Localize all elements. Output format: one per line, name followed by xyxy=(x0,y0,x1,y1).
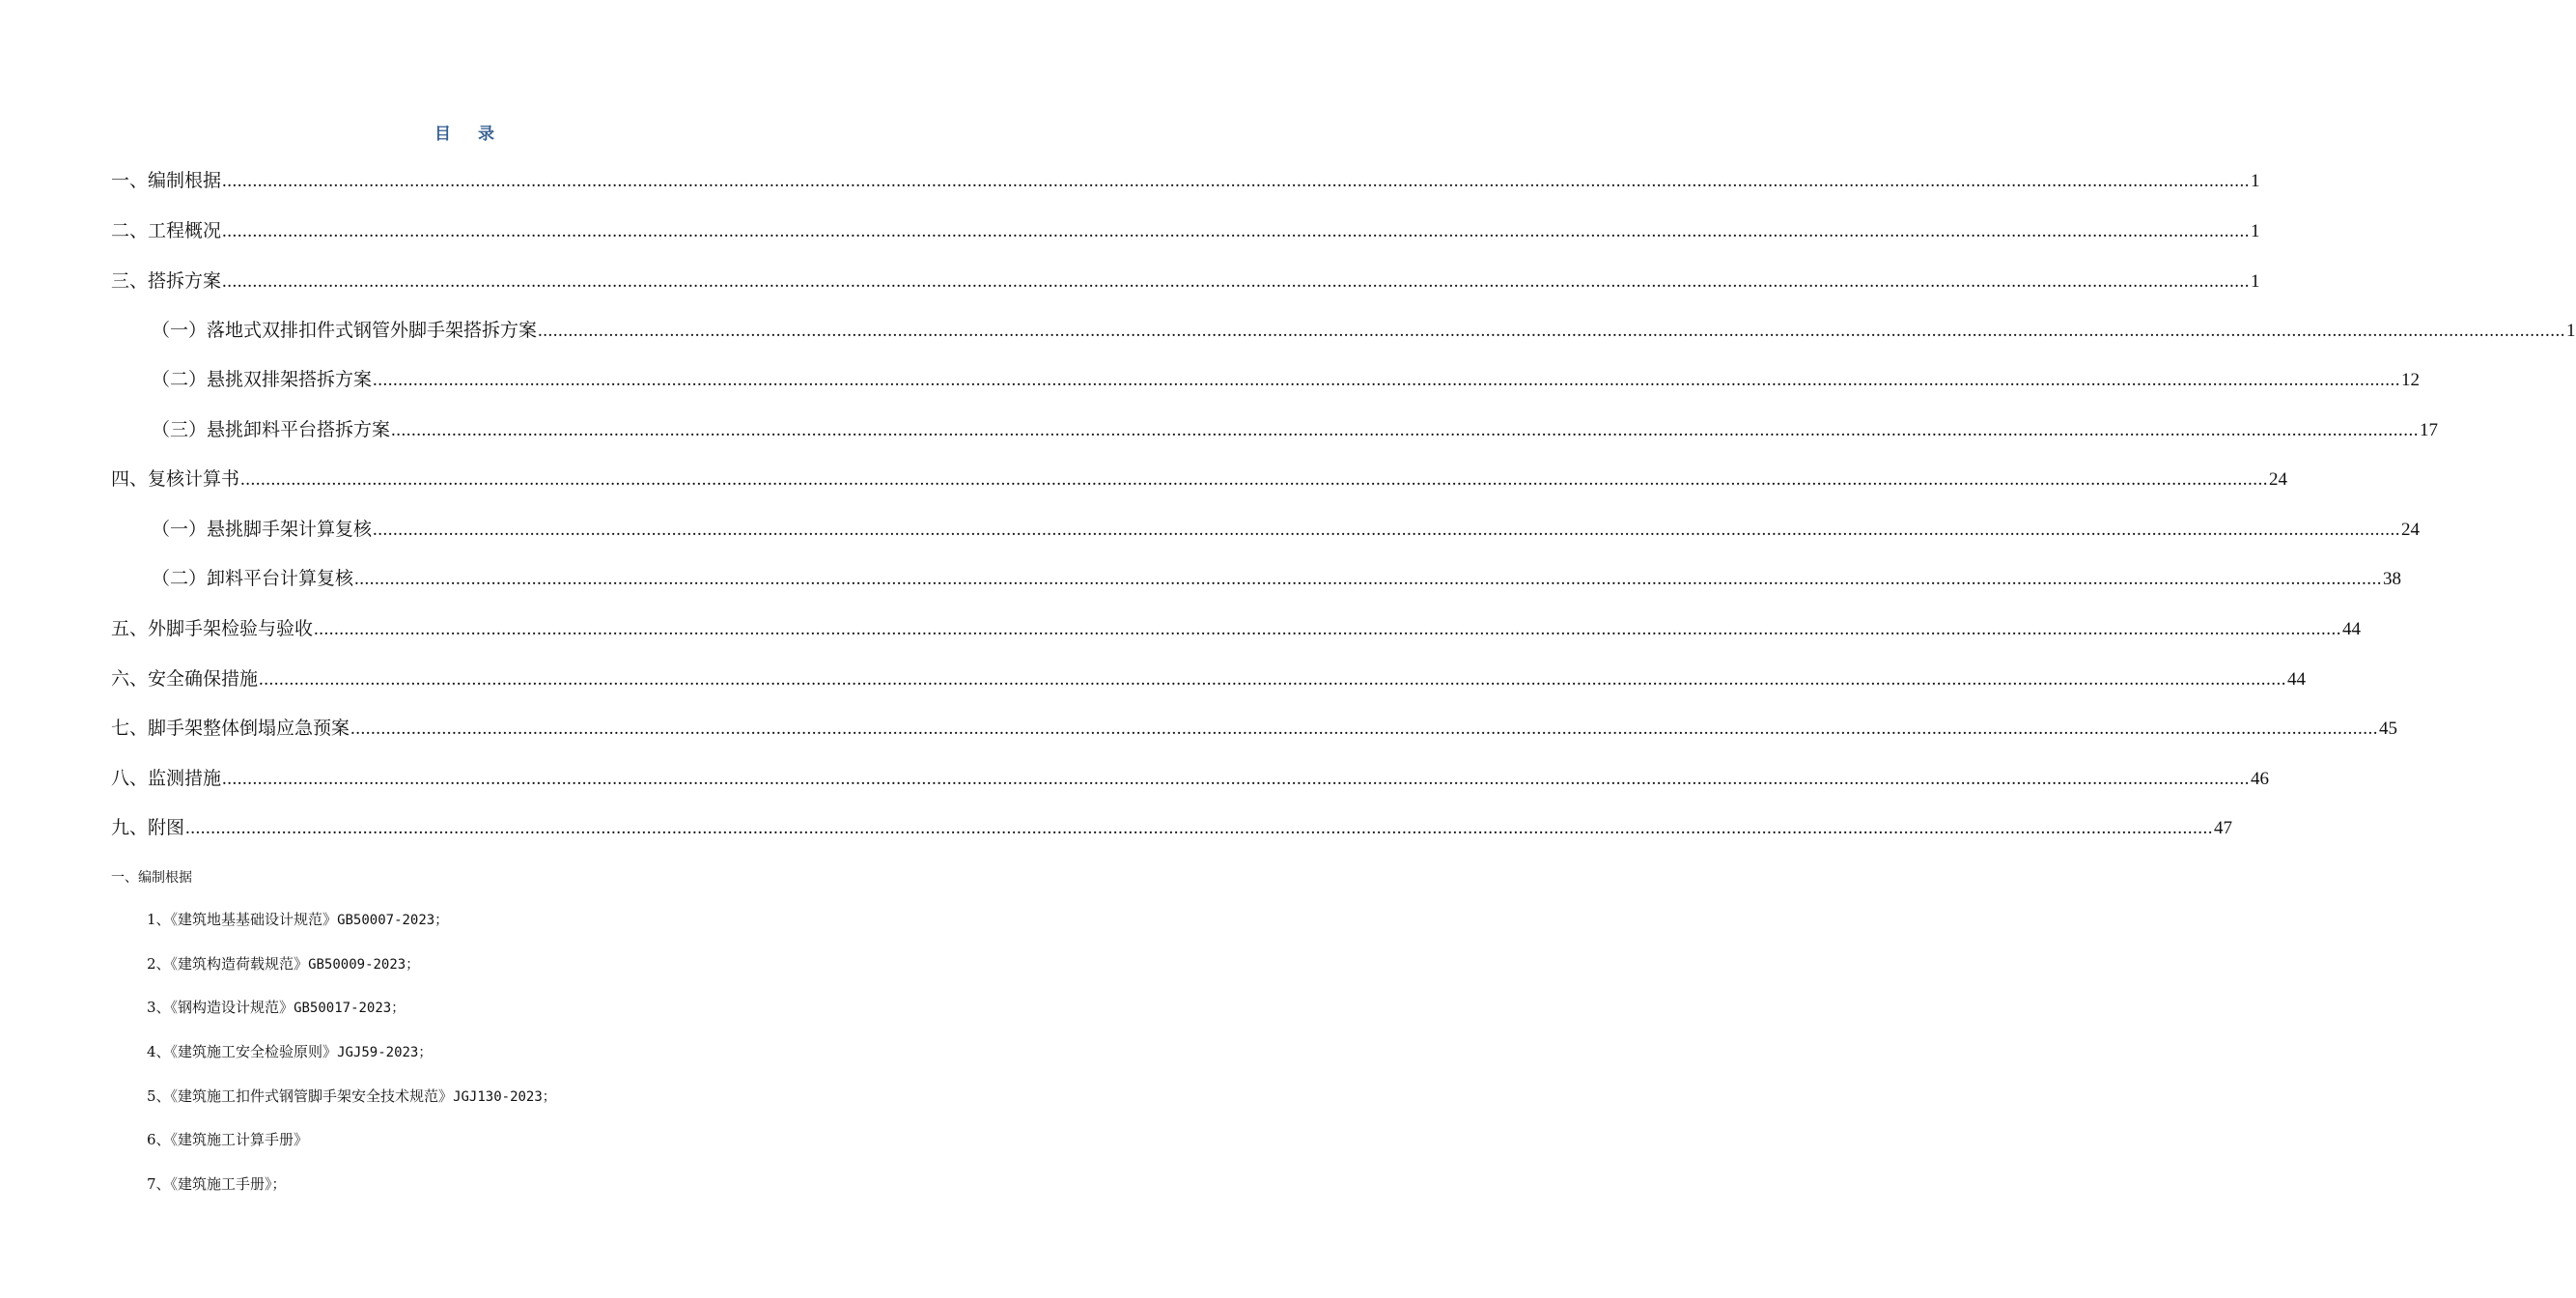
toc-entry-page: 24 xyxy=(2401,520,2421,540)
reference-item xyxy=(147,1085,556,1109)
toc-dot-leader: ................................................................................................................................................................................................................................................................................................................................................................................................................ xyxy=(373,520,2401,540)
reference-code: JGJ59-2023； xyxy=(337,1045,433,1060)
toc-entry-page: 44 xyxy=(2342,619,2362,639)
toc-entry-label: 九、附图 xyxy=(111,817,185,838)
reference-code: GB50017-2023； xyxy=(294,1001,406,1016)
toc-entry-page: 38 xyxy=(2383,569,2402,589)
toc-entry[interactable] xyxy=(152,316,2576,345)
toc-entry[interactable] xyxy=(111,465,2288,494)
toc-entry[interactable] xyxy=(111,216,2260,245)
toc-entry[interactable] xyxy=(111,764,2270,793)
reference-code: ； xyxy=(271,1177,286,1193)
toc-entry[interactable] xyxy=(111,267,2260,296)
toc-entry-page: 47 xyxy=(2214,818,2233,838)
reference-item xyxy=(147,1040,432,1064)
reference-number: 2、 xyxy=(147,955,171,973)
toc-entry-page: 1 xyxy=(2251,271,2260,292)
reference-item xyxy=(147,1172,286,1197)
reference-code: GB50007-2023； xyxy=(337,913,449,928)
toc-dot-leader: ................................................................................................................................................................................................................................................................................................................................................................................................................ xyxy=(314,619,2342,639)
reference-code: GB50009-2023； xyxy=(308,957,420,973)
toc-entry[interactable] xyxy=(152,415,2439,444)
toc-entry-label: 六、安全确保措施 xyxy=(111,668,259,690)
reference-number: 3、 xyxy=(147,999,171,1016)
toc-entry-label: 四、复核计算书 xyxy=(111,468,240,490)
reference-title: 《建筑施工手册》 xyxy=(170,1175,272,1193)
reference-title: 《建筑构造荷载规范》 xyxy=(170,955,309,973)
toc-entry-label: 三、搭拆方案 xyxy=(111,270,222,292)
toc-entry[interactable] xyxy=(152,515,2421,544)
toc-dot-leader: ................................................................................................................................................................................................................................................................................................................................................................................................................ xyxy=(373,370,2401,390)
toc-dot-leader: ................................................................................................................................................................................................................................................................................................................................................................................................................ xyxy=(185,818,2214,838)
reference-number: 4、 xyxy=(147,1043,171,1060)
toc-dot-leader: ................................................................................................................................................................................................................................................................................................................................................................................................................ xyxy=(222,221,2251,241)
toc-dot-leader: ................................................................................................................................................................................................................................................................................................................................................................................................................ xyxy=(391,420,2420,440)
reference-title: 《建筑施工安全检验原则》 xyxy=(170,1043,338,1060)
toc-entry-page: 44 xyxy=(2287,669,2307,690)
reference-title: 《建筑施工计算手册》 xyxy=(170,1131,309,1148)
toc-entry[interactable] xyxy=(111,614,2362,643)
toc-entry-page: 46 xyxy=(2251,769,2270,789)
reference-number: 1、 xyxy=(147,911,171,928)
reference-item xyxy=(147,996,405,1020)
toc-entry-page: 12 xyxy=(2401,370,2421,390)
toc-dot-leader: ................................................................................................................................................................................................................................................................................................................................................................................................................ xyxy=(222,769,2251,789)
reference-item xyxy=(147,952,419,976)
toc-entry-label: （二）悬挑双排架搭拆方案 xyxy=(152,369,373,390)
toc-dot-leader: ................................................................................................................................................................................................................................................................................................................................................................................................................ xyxy=(538,321,2566,341)
reference-title: 《钢构造设计规范》 xyxy=(170,999,294,1016)
toc-entry[interactable] xyxy=(152,365,2421,394)
toc-dot-leader: ................................................................................................................................................................................................................................................................................................................................................................................................................ xyxy=(354,569,2383,589)
toc-entry-label: 二、工程概况 xyxy=(111,220,222,241)
toc-dot-leader: ................................................................................................................................................................................................................................................................................................................................................................................................................ xyxy=(350,719,2379,739)
toc-dot-leader: ................................................................................................................................................................................................................................................................................................................................................................................................................ xyxy=(240,469,2269,490)
toc-entry-page: 1 xyxy=(2251,221,2260,241)
toc-entry[interactable] xyxy=(111,714,2398,743)
toc-entry-label: 八、监测措施 xyxy=(111,768,222,789)
toc-dot-leader: ................................................................................................................................................................................................................................................................................................................................................................................................................ xyxy=(222,271,2251,292)
toc-entry-page: 45 xyxy=(2379,719,2398,739)
toc-entry[interactable] xyxy=(111,813,2233,842)
toc-entry-label: （一）落地式双排扣件式钢管外脚手架搭拆方案 xyxy=(152,320,538,341)
reference-number: 7、 xyxy=(147,1175,171,1193)
reference-number: 5、 xyxy=(147,1087,171,1105)
reference-code: JGJ130-2023； xyxy=(453,1089,556,1105)
toc-entry-label: 五、外脚手架检验与验收 xyxy=(111,618,314,639)
toc-entry-page: 1 xyxy=(2251,171,2260,191)
reference-item xyxy=(147,1128,308,1152)
reference-title: 《建筑施工扣件式钢管脚手架安全技术规范》 xyxy=(170,1087,454,1105)
toc-entry-label: 七、脚手架整体倒塌应急预案 xyxy=(111,718,350,739)
toc-entry-label: （二）卸料平台计算复核 xyxy=(152,568,354,589)
toc-entry-page: 24 xyxy=(2269,469,2288,490)
toc-entry-label: （三）悬挑卸料平台搭拆方案 xyxy=(152,419,391,440)
toc-entry-page: 17 xyxy=(2420,420,2439,440)
toc-entry[interactable] xyxy=(111,664,2307,693)
section-heading: 一、编制根据 xyxy=(111,870,192,886)
reference-title: 《建筑地基基础设计规范》 xyxy=(170,911,338,928)
toc-dot-leader: ................................................................................................................................................................................................................................................................................................................................................................................................................ xyxy=(222,171,2251,191)
toc-dot-leader: ................................................................................................................................................................................................................................................................................................................................................................................................................ xyxy=(259,669,2287,690)
toc-title: 目录 xyxy=(434,125,521,144)
toc-entry-label: （一）悬挑脚手架计算复核 xyxy=(152,519,373,540)
reference-item xyxy=(147,908,448,932)
toc-entry[interactable] xyxy=(111,166,2260,195)
toc-entry-page: 1 xyxy=(2566,321,2576,341)
toc-entry[interactable] xyxy=(152,564,2402,593)
toc-entry-label: 一、编制根据 xyxy=(111,170,222,191)
reference-number: 6、 xyxy=(147,1131,171,1148)
